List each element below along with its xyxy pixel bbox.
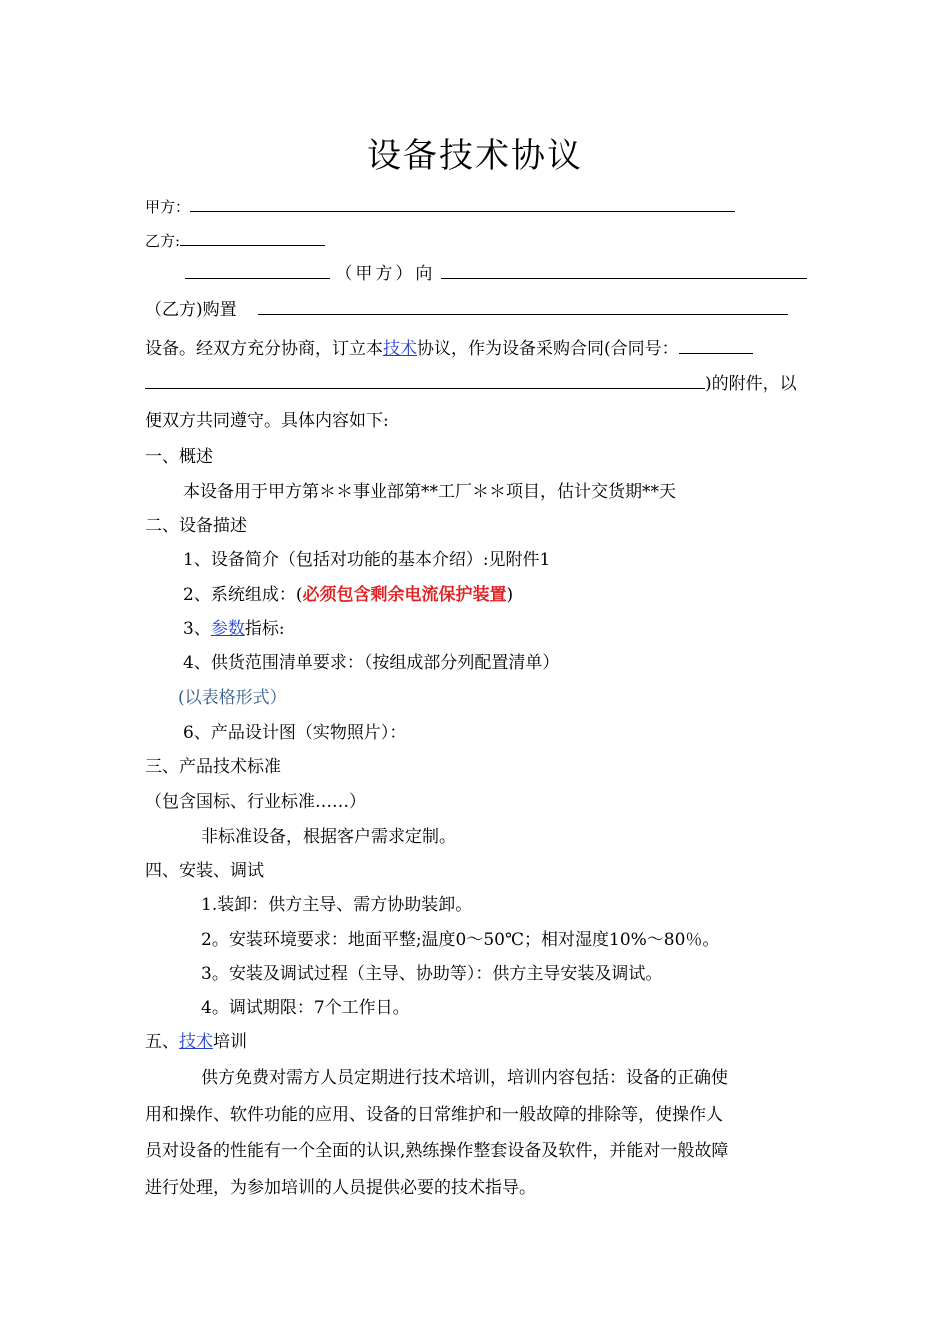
- section-4-item-2: 2。安装环境要求：地面平整;温度0～50℃；相对湿度10%～80％。: [201, 930, 720, 950]
- tech-link-2[interactable]: 技术: [179, 1032, 213, 1052]
- contract-no-blank[interactable]: [679, 337, 753, 354]
- party-b-row: [145, 229, 325, 252]
- intro-party-b: （乙方)购置: [145, 300, 237, 320]
- section-5-para-line-2: 用和操作、软件功能的应用、设备的日常维护和一般故障的排除等，使操作人: [145, 1105, 723, 1125]
- section-2-heading: 二、设备描述: [145, 516, 247, 536]
- section-1-heading: 一、概述: [145, 447, 213, 467]
- params-link[interactable]: 参数: [210, 619, 245, 639]
- party-a-label: 甲方：: [145, 198, 191, 216]
- section-2-item-6: 6、产品设计图（实物照片）：: [183, 723, 407, 743]
- intro-line-3: [145, 337, 753, 360]
- section-2-item-1: 1、设备简介（包括对功能的基本介绍）:见附件1: [183, 550, 551, 570]
- section-4-heading: 四、安装、调试: [145, 861, 264, 881]
- section-4-item-4: 4。调试期限：7个工作日。: [201, 998, 410, 1018]
- contract-no-blank-cont[interactable]: [145, 372, 705, 389]
- tech-link-1[interactable]: 技术: [383, 339, 417, 359]
- intro-line-4: [145, 372, 797, 395]
- document-title: 设备技术协议: [367, 136, 583, 176]
- section-5-para-line-1: 供方免费对需方人员定期进行技术培训，培训内容包括：设备的正确使: [201, 1068, 728, 1088]
- section-1-body: 本设备用于甲方第＊＊事业部第**工厂＊＊项目，估计交货期**天: [183, 482, 676, 502]
- item-2-required: 必须包含剩余电流保护装置: [302, 585, 507, 605]
- item-2-post: ): [506, 585, 514, 605]
- item-3-post: 指标:: [244, 619, 285, 639]
- intro-line3-pre: 设备。经双方充分协商，订立本: [145, 339, 383, 359]
- item-2-pre: 2、系统组成：(: [183, 585, 303, 605]
- section-3-body: 非标准设备，根据客户需求定制。: [201, 827, 456, 847]
- intro-blank-b[interactable]: [441, 262, 807, 279]
- section-2-item-3: [183, 618, 285, 640]
- section-5-para-line-3: 员对设备的性能有一个全面的认识,熟练操作整套设备及软件，并能对一般故障: [145, 1141, 729, 1161]
- section-4-item-1: 1.装卸：供方主导、需方协助装卸。: [201, 895, 473, 915]
- s5-post: 培训: [213, 1032, 247, 1052]
- intro-line4-post: )的附件，以: [705, 374, 797, 394]
- party-a-row: [145, 195, 735, 218]
- intro-line3-post: 协议，作为设备采购合同(合同号：: [417, 339, 679, 359]
- s5-pre: 五、: [145, 1032, 179, 1052]
- intro-blank-c[interactable]: [258, 298, 788, 315]
- party-b-label: 乙方:: [145, 232, 181, 250]
- section-2-item-2: [183, 584, 513, 606]
- party-a-blank[interactable]: [190, 195, 735, 212]
- section-5-para-line-4: 进行处理，为参加培训的人员提供必要的技术指导。: [145, 1178, 536, 1198]
- intro-party-a: （甲方）向: [335, 264, 436, 284]
- section-4-item-3: 3。安装及调试过程（主导、协助等）：供方主导安装及调试。: [201, 964, 663, 984]
- section-5-heading: [145, 1031, 247, 1053]
- section-3-note: （包含国标、行业标准……）: [145, 792, 366, 812]
- intro-line-2: [145, 298, 788, 321]
- intro-blank-a[interactable]: [185, 262, 330, 279]
- item-3-pre: 3、: [183, 619, 211, 639]
- section-2-item-4: 4、供货范围清单要求：（按组成部分列配置清单）: [183, 653, 560, 673]
- intro-line-1: [185, 262, 807, 285]
- section-3-heading: 三、产品技术标准: [145, 757, 281, 777]
- section-2-item-4-note: (以表格形式）: [178, 688, 287, 708]
- party-b-blank[interactable]: [180, 229, 325, 246]
- intro-line-5: 便双方共同遵守。具体内容如下:: [145, 411, 389, 431]
